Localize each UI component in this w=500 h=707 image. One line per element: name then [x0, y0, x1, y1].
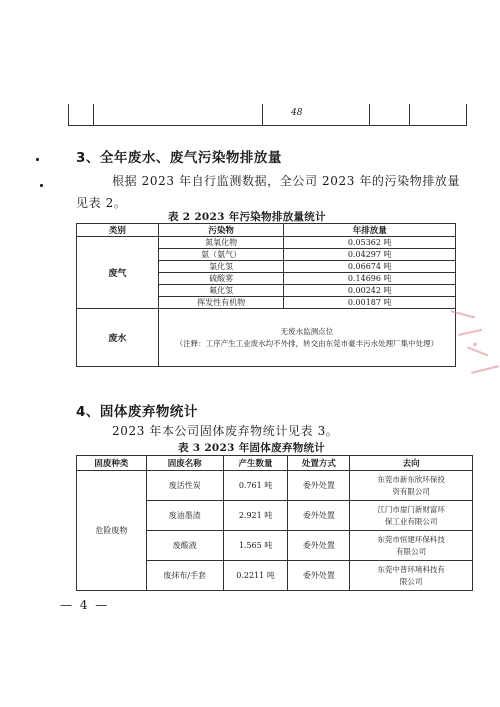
solid-waste-table — [76, 455, 473, 591]
table-header-row — [77, 456, 473, 471]
destination-cell — [350, 531, 473, 561]
category-cell: 废气 — [77, 237, 159, 309]
amount-cell: 0.14696 吨 — [284, 273, 456, 285]
column-header: 类别 — [77, 224, 159, 237]
destination-line: 有限公司 — [396, 546, 427, 556]
note-line: （注释：工序产生工业废水均不外排，转交由东莞市豪丰污水处理厂集中处理） — [175, 338, 439, 348]
amount-cell: 0.05362 吨 — [284, 237, 456, 249]
table-caption: 表 3 2023 年固体废弃物统计 — [178, 442, 326, 454]
page-number: — 4 — — [60, 598, 110, 612]
pollutant-cell: 硫酸雾 — [158, 273, 284, 285]
pollutant-cell: 氯化氢 — [158, 261, 284, 273]
destination-line: 资有限公司 — [392, 486, 430, 496]
pollutant-emission-table — [76, 223, 456, 367]
table-cell-divider — [262, 104, 263, 125]
pollutant-cell: 氟化氢 — [158, 285, 284, 297]
destination-line: 江门市崖门新财富环 — [377, 504, 445, 514]
table-cell-value: 48 — [291, 108, 303, 118]
column-header: 固废名称 — [146, 456, 223, 471]
table-cell-divider — [93, 104, 94, 125]
destination-line: 保工业有限公司 — [384, 516, 438, 526]
table-header-row — [77, 224, 456, 237]
column-header: 产生数量 — [223, 456, 288, 471]
table-caption: 表 2 2023 年污染物排放量统计 — [168, 211, 326, 223]
paragraph-line: 2023 年本公司固体废弃物统计见表 3。 — [112, 424, 339, 438]
table-row — [77, 471, 473, 501]
destination-line: 限公司 — [399, 576, 423, 586]
margin-mark — [36, 158, 39, 161]
waste-name-cell: 废抹布/手套 — [146, 561, 223, 591]
destination-cell — [350, 471, 473, 501]
section-heading: 3、全年废水、废气污染物排放量 — [76, 150, 282, 166]
destination-cell — [350, 561, 473, 591]
amount-cell: 2.921 吨 — [223, 501, 288, 531]
destination-line: 东莞中普环境科技有 — [377, 564, 445, 574]
waste-name-cell: 废酸液 — [146, 531, 223, 561]
note-line: 无废水监测点位 — [280, 326, 334, 336]
destination-line: 东莞市新东欣环保投 — [377, 474, 445, 484]
table-row — [77, 309, 456, 367]
column-header: 去向 — [350, 456, 473, 471]
pollutant-cell: 挥发性有机物 — [158, 297, 284, 309]
column-header: 固废种类 — [77, 456, 147, 471]
pollutant-cell: 氮氧化物 — [158, 237, 284, 249]
amount-cell: 0.04297 吨 — [284, 249, 456, 261]
category-cell: 危险废物 — [77, 471, 147, 591]
paragraph-line: 根据 2023 年自行监测数据，全公司 2023 年的污染物排放量 — [112, 174, 461, 188]
amount-cell: 0.06674 吨 — [284, 261, 456, 273]
method-cell: 委外处置 — [288, 561, 350, 591]
method-cell: 委外处置 — [288, 531, 350, 561]
destination-cell — [350, 501, 473, 531]
column-header: 年排放量 — [284, 224, 456, 237]
method-cell: 委外处置 — [288, 501, 350, 531]
method-cell: 委外处置 — [288, 471, 350, 501]
column-header: 处置方式 — [288, 456, 350, 471]
destination-line: 东莞市恒建环保科技 — [377, 534, 445, 544]
table-cell-divider — [369, 104, 370, 125]
wastewater-note-cell — [158, 309, 455, 367]
amount-cell: 0.00187 吨 — [284, 297, 456, 309]
paragraph-line: 见表 2。 — [76, 196, 127, 210]
amount-cell: 0.761 吨 — [223, 471, 288, 501]
section-heading: 4、固体废弃物统计 — [76, 404, 198, 420]
waste-name-cell: 废油墨渣 — [146, 501, 223, 531]
table-row — [77, 237, 456, 249]
amount-cell: 1.565 吨 — [223, 531, 288, 561]
column-header: 污染物 — [158, 224, 284, 237]
previous-table-bottom-row — [68, 104, 467, 126]
amount-cell: 0.2211 吨 — [223, 561, 288, 591]
waste-name-cell: 废活性炭 — [146, 471, 223, 501]
pollutant-cell: 氨（氨气） — [158, 249, 284, 261]
margin-mark — [40, 184, 43, 187]
amount-cell: 0.00242 吨 — [284, 285, 456, 297]
category-cell: 废水 — [77, 309, 159, 367]
table-cell-divider — [409, 104, 410, 125]
